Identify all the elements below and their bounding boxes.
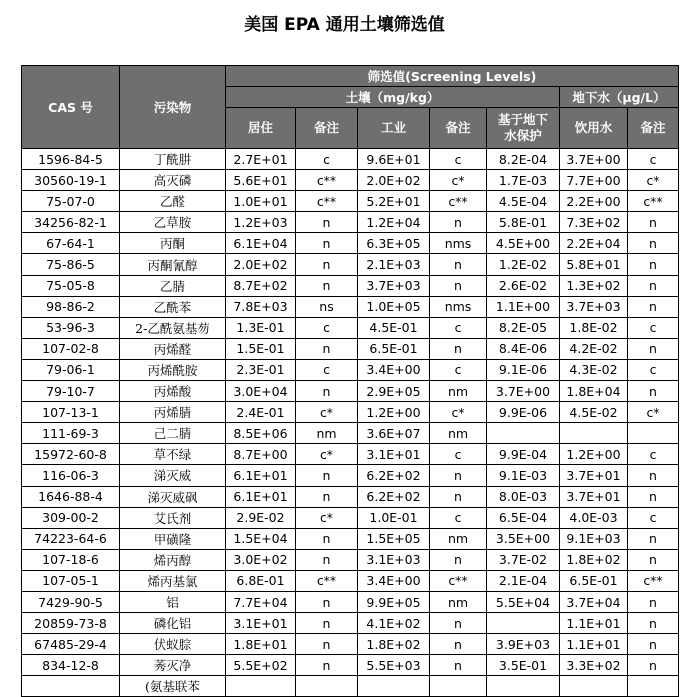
col-residential-header: 居住 (226, 108, 296, 149)
gw-protection-cell: 4.5E+00 (487, 233, 560, 254)
cas-cell: 107-02-8 (22, 338, 120, 359)
residential-cell: 8.7E+00 (226, 444, 296, 465)
drinking-water-cell: 4.5E-02 (560, 402, 628, 423)
table-row (22, 528, 679, 549)
residential-cell: 3.0E+04 (226, 381, 296, 402)
industrial-cell: 2.9E+05 (358, 381, 430, 402)
remark-cell: n (628, 212, 679, 233)
table-row (22, 359, 679, 380)
remark-cell: n (296, 233, 358, 254)
remark-cell: c* (296, 444, 358, 465)
table-row (22, 275, 679, 296)
cas-cell: 20859-73-8 (22, 613, 120, 634)
remark-cell: n (296, 465, 358, 486)
table-row (22, 444, 679, 465)
table-row (22, 613, 679, 634)
col-pollutant-header: 污染物 (120, 66, 226, 149)
cas-cell: 309-00-2 (22, 507, 120, 528)
remark-cell: c* (430, 170, 487, 191)
remark-cell: n (296, 528, 358, 549)
drinking-water-cell: 7.3E+02 (560, 212, 628, 233)
industrial-cell: 6.3E+05 (358, 233, 430, 254)
remark-cell: c (430, 149, 487, 170)
remark-cell: n (628, 486, 679, 507)
remark-cell: n (628, 634, 679, 655)
remark-cell: n (628, 528, 679, 549)
remark-cell: c (628, 444, 679, 465)
industrial-cell: 6.5E-01 (358, 338, 430, 359)
col-remark-header: 备注 (296, 108, 358, 149)
remark-cell: nm (430, 423, 487, 444)
pollutant-cell: 丙酮氰醇 (120, 254, 226, 275)
col-cas-header: CAS 号 (22, 66, 120, 149)
residential-cell: 1.3E-01 (226, 317, 296, 338)
remark-cell: c (430, 507, 487, 528)
industrial-cell: 1.8E+02 (358, 634, 430, 655)
groundwater-header: 地下水（μg/L） (560, 87, 679, 108)
remark-cell: c* (628, 170, 679, 191)
industrial-cell: 1.2E+00 (358, 402, 430, 423)
residential-cell: 8.5E+06 (226, 423, 296, 444)
residential-cell: 5.6E+01 (226, 170, 296, 191)
gw-protection-line2: 水保护 (504, 128, 542, 143)
remark-cell: n (628, 233, 679, 254)
cas-cell: 75-05-8 (22, 275, 120, 296)
remark-cell: n (628, 338, 679, 359)
remark-cell: c (296, 149, 358, 170)
residential-cell: 1.2E+03 (226, 212, 296, 233)
remark-cell: c** (296, 570, 358, 591)
gw-protection-cell: 6.5E-04 (487, 507, 560, 528)
table-row (22, 149, 679, 170)
industrial-cell: 1.0E+05 (358, 296, 430, 317)
residential-cell: 6.8E-01 (226, 570, 296, 591)
industrial-cell: 6.2E+02 (358, 486, 430, 507)
residential-cell: 2.7E+01 (226, 149, 296, 170)
pollutant-cell: 伏蚁腙 (120, 634, 226, 655)
cas-cell: 1596-84-5 (22, 149, 120, 170)
gw-protection-cell: 5.5E+04 (487, 591, 560, 612)
drinking-water-cell: 3.7E+01 (560, 465, 628, 486)
drinking-water-cell: 1.8E+02 (560, 549, 628, 570)
pollutant-cell: 乙酰苯 (120, 296, 226, 317)
gw-protection-cell (487, 423, 560, 444)
remark-cell: n (296, 613, 358, 634)
gw-protection-cell: 5.8E-01 (487, 212, 560, 233)
cas-cell: 834-12-8 (22, 655, 120, 676)
cas-cell: 79-10-7 (22, 381, 120, 402)
industrial-cell: 1.0E-01 (358, 507, 430, 528)
drinking-water-cell: 3.7E+04 (560, 591, 628, 612)
gw-protection-cell: 8.2E-05 (487, 317, 560, 338)
gw-protection-cell: 1.1E+00 (487, 296, 560, 317)
residential-cell: 7.8E+03 (226, 296, 296, 317)
pollutant-cell: 涕灭威 (120, 465, 226, 486)
drinking-water-cell: 1.2E+00 (560, 444, 628, 465)
remark-cell: c (430, 444, 487, 465)
drinking-water-cell: 4.0E-03 (560, 507, 628, 528)
gw-protection-cell: 3.5E+00 (487, 528, 560, 549)
gw-protection-cell: 1.7E-03 (487, 170, 560, 191)
residential-cell: 2.0E+02 (226, 254, 296, 275)
table-row (22, 549, 679, 570)
residential-cell: 3.1E+01 (226, 613, 296, 634)
table-row (22, 254, 679, 275)
drinking-water-cell: 3.7E+00 (560, 149, 628, 170)
pollutant-cell: 草不绿 (120, 444, 226, 465)
drinking-water-cell: 1.1E+01 (560, 613, 628, 634)
pollutant-cell: 艾氏剂 (120, 507, 226, 528)
industrial-cell: 3.7E+03 (358, 275, 430, 296)
cas-cell: 67-64-1 (22, 233, 120, 254)
remark-cell: n (628, 296, 679, 317)
residential-cell (226, 676, 296, 697)
drinking-water-cell: 1.8E+04 (560, 381, 628, 402)
remark-cell: n (430, 212, 487, 233)
drinking-water-cell: 7.7E+00 (560, 170, 628, 191)
remark-cell: n (628, 549, 679, 570)
remark-cell: c** (628, 191, 679, 212)
table-row (22, 191, 679, 212)
pollutant-cell: 丙烯醛 (120, 338, 226, 359)
gw-protection-cell: 8.4E-06 (487, 338, 560, 359)
remark-cell: n (296, 254, 358, 275)
drinking-water-cell: 5.8E+01 (560, 254, 628, 275)
gw-protection-cell: 4.5E-04 (487, 191, 560, 212)
remark-cell: n (430, 338, 487, 359)
soil-header: 土壤（mg/kg） (226, 87, 560, 108)
industrial-cell: 3.4E+00 (358, 570, 430, 591)
pollutant-cell: 涕灭威砜 (120, 486, 226, 507)
remark-cell: n (430, 613, 487, 634)
cas-cell: 79-06-1 (22, 359, 120, 380)
drinking-water-cell: 2.2E+04 (560, 233, 628, 254)
remark-cell: n (628, 254, 679, 275)
cas-cell: 7429-90-5 (22, 591, 120, 612)
gw-protection-cell: 8.0E-03 (487, 486, 560, 507)
drinking-water-cell: 2.2E+00 (560, 191, 628, 212)
remark-cell: c* (628, 402, 679, 423)
remark-cell: n (430, 634, 487, 655)
gw-protection-cell: 2.1E-04 (487, 570, 560, 591)
industrial-cell: 3.1E+03 (358, 549, 430, 570)
remark-cell: n (430, 486, 487, 507)
gw-protection-cell: 8.2E-04 (487, 149, 560, 170)
drinking-water-cell: 1.3E+02 (560, 275, 628, 296)
table-row (22, 655, 679, 676)
residential-cell: 1.0E+01 (226, 191, 296, 212)
screening-levels-header: 筛选值(Screening Levels) (226, 66, 679, 87)
industrial-cell: 9.6E+01 (358, 149, 430, 170)
residential-cell: 6.1E+04 (226, 233, 296, 254)
remark-cell: n (296, 275, 358, 296)
residential-cell: 2.4E-01 (226, 402, 296, 423)
gw-protection-cell: 3.7E-02 (487, 549, 560, 570)
cas-cell: 67485-29-4 (22, 634, 120, 655)
table-row (22, 591, 679, 612)
gw-protection-cell (487, 676, 560, 697)
pollutant-cell: 丙烯酸 (120, 381, 226, 402)
cas-cell: 74223-64-6 (22, 528, 120, 549)
cas-cell: 75-86-5 (22, 254, 120, 275)
cas-cell: 107-13-1 (22, 402, 120, 423)
pollutant-cell: 丙酮 (120, 233, 226, 254)
cas-cell: 107-18-6 (22, 549, 120, 570)
remark-cell: c (628, 359, 679, 380)
residential-cell: 7.7E+04 (226, 591, 296, 612)
remark-cell: nms (430, 233, 487, 254)
cas-cell: 15972-60-8 (22, 444, 120, 465)
cas-cell: 107-05-1 (22, 570, 120, 591)
pollutant-cell: 烯丙醇 (120, 549, 226, 570)
industrial-cell: 4.1E+02 (358, 613, 430, 634)
industrial-cell: 6.2E+02 (358, 465, 430, 486)
residential-cell: 6.1E+01 (226, 486, 296, 507)
remark-cell: n (628, 655, 679, 676)
remark-cell: n (430, 465, 487, 486)
remark-cell: ns (296, 296, 358, 317)
drinking-water-cell: 9.1E+03 (560, 528, 628, 549)
remark-cell: c* (296, 507, 358, 528)
industrial-cell: 3.1E+01 (358, 444, 430, 465)
col-remark-header: 备注 (430, 108, 487, 149)
remark-cell: n (430, 275, 487, 296)
col-industrial-header: 工业 (358, 108, 430, 149)
gw-protection-cell: 3.9E+03 (487, 634, 560, 655)
col-remark-header: 备注 (628, 108, 679, 149)
remark-cell: n (628, 381, 679, 402)
residential-cell: 5.5E+02 (226, 655, 296, 676)
drinking-water-cell: 1.1E+01 (560, 634, 628, 655)
drinking-water-cell (560, 676, 628, 697)
remark-cell: nm (296, 423, 358, 444)
remark-cell: c** (430, 191, 487, 212)
pollutant-cell: 乙醛 (120, 191, 226, 212)
cas-cell: 75-07-0 (22, 191, 120, 212)
gw-protection-cell: 9.9E-04 (487, 444, 560, 465)
remark-cell: nm (430, 381, 487, 402)
remark-cell: n (628, 613, 679, 634)
remark-cell: c (628, 507, 679, 528)
pollutant-cell: 烯丙基氯 (120, 570, 226, 591)
table-row (22, 634, 679, 655)
remark-cell: n (296, 549, 358, 570)
gw-protection-cell: 9.1E-03 (487, 465, 560, 486)
drinking-water-cell: 4.3E-02 (560, 359, 628, 380)
cas-cell: 98-86-2 (22, 296, 120, 317)
table-row (22, 486, 679, 507)
pollutant-cell: 丙烯腈 (120, 402, 226, 423)
residential-cell: 2.9E-02 (226, 507, 296, 528)
pollutant-cell: 2-乙酰氨基芴 (120, 317, 226, 338)
remark-cell: c** (296, 191, 358, 212)
cas-cell: 53-96-3 (22, 317, 120, 338)
gw-protection-cell: 3.5E-01 (487, 655, 560, 676)
remark-cell: c (628, 317, 679, 338)
remark-cell: n (628, 591, 679, 612)
remark-cell: n (296, 655, 358, 676)
table-row (22, 296, 679, 317)
table-row (22, 338, 679, 359)
pollutant-cell: 乙腈 (120, 275, 226, 296)
residential-cell: 6.1E+01 (226, 465, 296, 486)
col-gw-protection-header (487, 108, 560, 149)
gw-protection-cell: 9.1E-06 (487, 359, 560, 380)
remark-cell: nm (430, 528, 487, 549)
residential-cell: 1.8E+01 (226, 634, 296, 655)
remark-cell: c* (430, 402, 487, 423)
pollutant-cell: 甲磺隆 (120, 528, 226, 549)
remark-cell: c (296, 317, 358, 338)
screening-table (21, 65, 679, 697)
remark-cell: n (430, 254, 487, 275)
gw-protection-cell: 1.2E-02 (487, 254, 560, 275)
industrial-cell: 2.1E+03 (358, 254, 430, 275)
drinking-water-cell: 1.8E-02 (560, 317, 628, 338)
pollutant-cell: (氨基联苯 (120, 676, 226, 697)
table-row (22, 212, 679, 233)
gw-protection-cell (487, 613, 560, 634)
table-body (22, 149, 679, 697)
remark-cell: c** (296, 170, 358, 191)
pollutant-cell: 丁酰肼 (120, 149, 226, 170)
pollutant-cell: 乙草胺 (120, 212, 226, 233)
remark-cell: c (430, 359, 487, 380)
table-row (22, 507, 679, 528)
remark-cell: c** (628, 570, 679, 591)
remark-cell: c (296, 359, 358, 380)
table-row (22, 381, 679, 402)
gw-protection-cell: 9.9E-06 (487, 402, 560, 423)
remark-cell: n (430, 655, 487, 676)
drinking-water-cell: 3.3E+02 (560, 655, 628, 676)
remark-cell: nms (430, 296, 487, 317)
table-row (22, 170, 679, 191)
industrial-cell: 2.0E+02 (358, 170, 430, 191)
industrial-cell: 1.5E+05 (358, 528, 430, 549)
pollutant-cell: 己二腈 (120, 423, 226, 444)
cas-cell: 111-69-3 (22, 423, 120, 444)
residential-cell: 1.5E+04 (226, 528, 296, 549)
industrial-cell: 3.4E+00 (358, 359, 430, 380)
cas-cell: 116-06-3 (22, 465, 120, 486)
drinking-water-cell: 6.5E-01 (560, 570, 628, 591)
remark-cell: c (628, 149, 679, 170)
table-row (22, 465, 679, 486)
remark-cell (628, 676, 679, 697)
table-row-partial (22, 676, 679, 697)
remark-cell (296, 676, 358, 697)
gw-protection-cell: 3.7E+00 (487, 381, 560, 402)
remark-cell: c (430, 317, 487, 338)
pollutant-cell: 磷化铝 (120, 613, 226, 634)
pollutant-cell: 莠灭净 (120, 655, 226, 676)
remark-cell (628, 423, 679, 444)
page-title: 美国 EPA 通用土壤筛选值 (244, 15, 445, 35)
drinking-water-cell: 3.7E+01 (560, 486, 628, 507)
remark-cell: n (628, 275, 679, 296)
table-row (22, 423, 679, 444)
industrial-cell: 1.2E+04 (358, 212, 430, 233)
residential-cell: 8.7E+02 (226, 275, 296, 296)
pollutant-cell: 高灭磷 (120, 170, 226, 191)
remark-cell: n (296, 591, 358, 612)
remark-cell: n (296, 381, 358, 402)
cas-cell: 30560-19-1 (22, 170, 120, 191)
remark-cell: c** (430, 570, 487, 591)
table-row (22, 570, 679, 591)
industrial-cell: 4.5E-01 (358, 317, 430, 338)
remark-cell: n (296, 338, 358, 359)
industrial-cell: 9.9E+05 (358, 591, 430, 612)
residential-cell: 3.0E+02 (226, 549, 296, 570)
remark-cell: n (296, 634, 358, 655)
remark-cell: n (430, 549, 487, 570)
table-row (22, 402, 679, 423)
pollutant-cell: 铝 (120, 591, 226, 612)
drinking-water-cell: 4.2E-02 (560, 338, 628, 359)
pollutant-cell: 丙烯酰胺 (120, 359, 226, 380)
drinking-water-cell: 3.7E+03 (560, 296, 628, 317)
industrial-cell: 5.2E+01 (358, 191, 430, 212)
remark-cell (430, 676, 487, 697)
cas-cell (22, 676, 120, 697)
industrial-cell: 5.5E+03 (358, 655, 430, 676)
gw-protection-cell: 2.6E-02 (487, 275, 560, 296)
table-row (22, 233, 679, 254)
table-row (22, 317, 679, 338)
remark-cell: n (628, 465, 679, 486)
drinking-water-cell (560, 423, 628, 444)
industrial-cell (358, 676, 430, 697)
remark-cell: n (296, 212, 358, 233)
remark-cell: nm (430, 591, 487, 612)
gw-protection-line1: 基于地下 (497, 112, 548, 127)
remark-cell: n (296, 486, 358, 507)
cas-cell: 1646-88-4 (22, 486, 120, 507)
remark-cell: c* (296, 402, 358, 423)
residential-cell: 2.3E-01 (226, 359, 296, 380)
col-drinking-water-header: 饮用水 (560, 108, 628, 149)
cas-cell: 34256-82-1 (22, 212, 120, 233)
residential-cell: 1.5E-01 (226, 338, 296, 359)
industrial-cell: 3.6E+07 (358, 423, 430, 444)
